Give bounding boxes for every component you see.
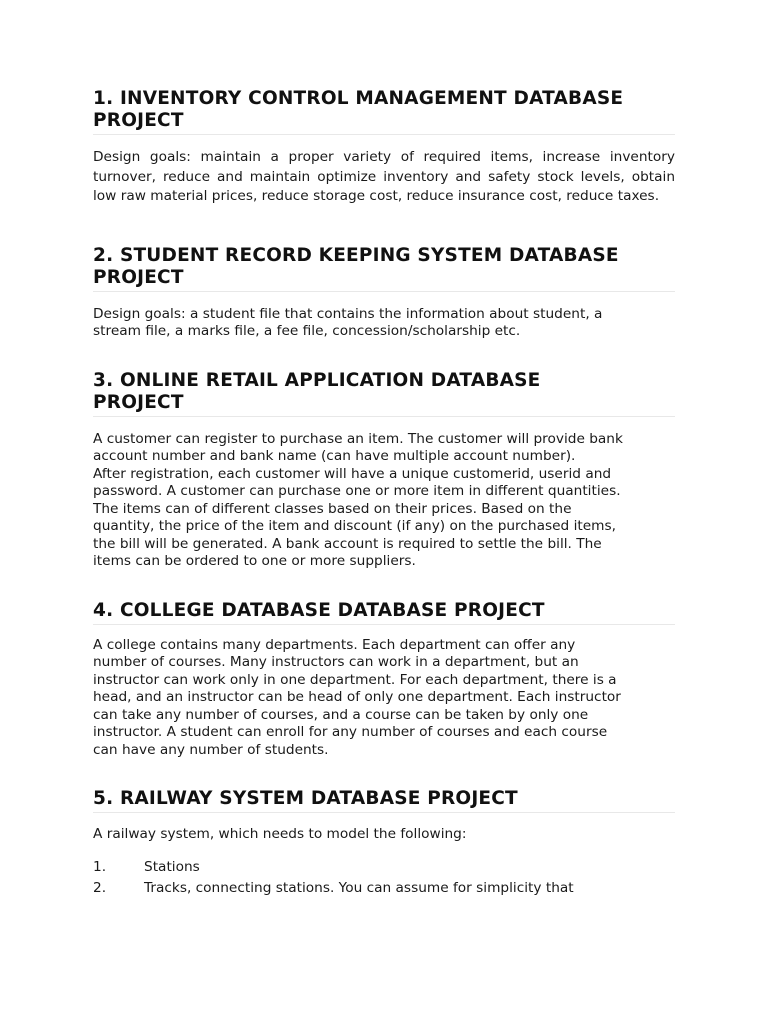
heading-line: 2. STUDENT RECORD KEEPING SYSTEM DATABASE — [93, 244, 619, 266]
section-railway-system — [93, 788, 675, 899]
document-page — [93, 88, 675, 899]
section-heading — [93, 788, 675, 813]
body-line: can take any number of courses, and a course can be taken by only one — [93, 706, 589, 723]
body-line: instructor. A student can enroll for any number of courses and each course — [93, 724, 608, 740]
body-line: the bill will be generated. A bank account is required to settle the bill. The — [93, 535, 602, 552]
section-student-record — [93, 245, 675, 341]
list-text: Tracks, connecting stations. You can assume for simplicity that — [144, 879, 574, 896]
section-body — [93, 306, 675, 341]
heading-line: 4. COLLEGE DATABASE DATABASE PROJECT — [93, 599, 545, 621]
section-heading — [93, 245, 675, 292]
section-heading — [93, 600, 675, 625]
body-line: account number and bank name (can have multiple account number). — [93, 448, 576, 464]
body-line: items can be ordered to one or more suppliers. — [93, 553, 416, 569]
section-body: A railway system, which needs to model the following: — [93, 826, 467, 842]
heading-line: 3. ONLINE RETAIL APPLICATION DATABASE — [93, 369, 541, 391]
list-item — [93, 857, 675, 878]
section-college-database — [93, 600, 675, 760]
list-item — [93, 878, 675, 899]
section-body — [93, 431, 675, 571]
body-line: quantity, the price of the item and discount (if any) on the purchased items, — [93, 518, 616, 534]
heading-line: PROJECT — [93, 391, 184, 413]
list-number: 1. — [93, 858, 107, 875]
body-line: number of courses. Many instructors can work in a department, but an — [93, 654, 579, 670]
section-inventory-control — [93, 88, 675, 207]
list-text: Stations — [144, 858, 200, 875]
heading-line: PROJECT — [93, 110, 184, 131]
heading-line: 5. RAILWAY SYSTEM DATABASE PROJECT — [93, 788, 518, 809]
body-line: The items can of different classes based on their prices. Based on the — [93, 500, 572, 517]
body-line: password. A customer can purchase one or more item in different quantities. — [93, 483, 621, 499]
list-number: 2. — [93, 879, 107, 896]
section-body: Design goals: maintain a proper variety of required items, increase inventory turnover, reduce and maintain optimize inventory and safety stock levels, obtain low raw material prices, reduce storage cost, reduce insurance cost, reduce taxes. — [93, 149, 675, 204]
section-heading — [93, 88, 675, 135]
body-line: A college contains many departments. Each department can offer any — [93, 636, 576, 653]
body-line: head, and an instructor can be head of only one department. Each instructor — [93, 689, 621, 705]
body-line: A customer can register to purchase an item. The customer will provide bank — [93, 430, 623, 447]
section-body — [93, 637, 675, 760]
body-line: After registration, each customer will have a unique customerid, userid and — [93, 465, 612, 482]
heading-line: PROJECT — [93, 266, 184, 288]
body-line: can have any number of students. — [93, 741, 329, 758]
heading-line: 1. INVENTORY CONTROL MANAGEMENT DATABASE — [93, 88, 624, 109]
section-online-retail — [93, 370, 675, 571]
body-line: Design goals: a student file that contains the information about student, a — [93, 305, 603, 322]
body-line: stream file, a marks file, a fee file, concession/scholarship etc. — [93, 323, 521, 339]
body-line: instructor can work only in one department. For each department, there is a — [93, 671, 617, 688]
section-heading — [93, 370, 675, 417]
numbered-list — [93, 857, 675, 899]
